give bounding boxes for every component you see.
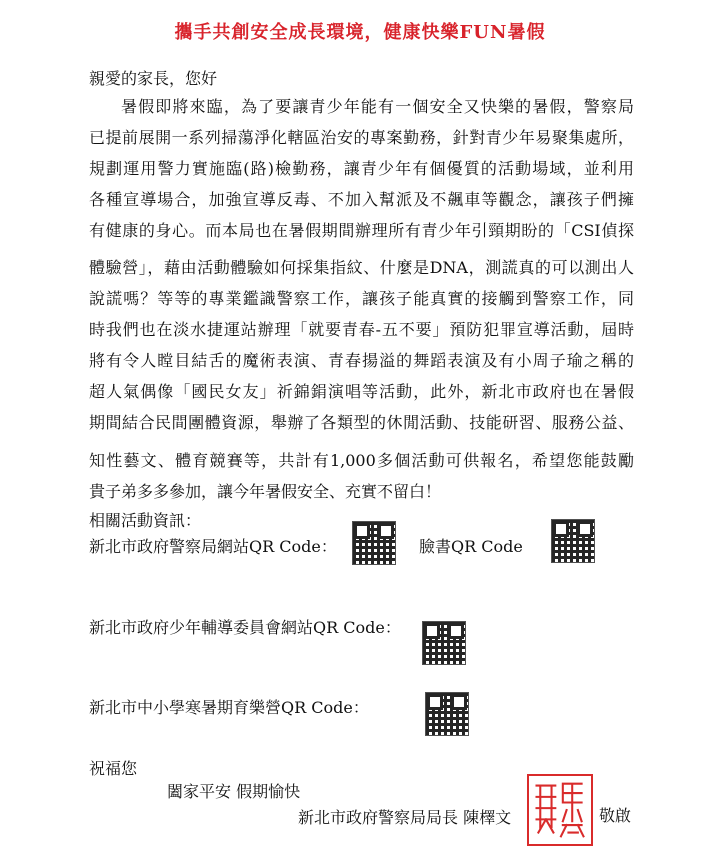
- page-title: 攜手共創安全成長環境，健康快樂FUN暑假: [174, 22, 546, 43]
- signature: 新北市政府警察局局長 陳檡文: [298, 808, 512, 827]
- facebook-qr-code[interactable]: [551, 519, 595, 563]
- official-seal-icon: [527, 774, 593, 846]
- body-line: 時我們也在淡水捷運站辦理「就要青春-五不要」預防犯罪宣導活動，屆時: [89, 320, 634, 339]
- summer-camp-qr-code[interactable]: [425, 692, 469, 736]
- youth-committee-qr-label: 新北市政府少年輔導委員會網站QR Code：: [89, 618, 401, 637]
- body-line: 期間結合民間團體資源，舉辦了各類型的休閒活動、技能研習、服務公益、: [89, 413, 634, 432]
- body-line: 規劃運用警力實施臨(路)檢勤務，讓青少年有個優質的活動場域，並利用: [89, 159, 634, 178]
- respectfully: 敬啟: [599, 806, 632, 825]
- body-line: 貴子弟多多參加，讓今年暑假安全、充實不留白！: [89, 482, 442, 501]
- body-line: 有健康的身心。而本局也在暑假期間辦理所有青少年引頸期盼的「CSI偵探: [89, 221, 634, 240]
- greeting: 親愛的家長，您好: [89, 69, 218, 88]
- closing-phrase: 闔家平安 假期愉快: [167, 782, 301, 801]
- body-line: 知性藝文、體育競賽等，共計有1,000多個活動可供報名，希望您能鼓勵: [89, 451, 634, 470]
- info-heading: 相關活動資訊：: [89, 511, 202, 530]
- body-line: 超人氣偶像「國民女友」祈錦鋗演唱等活動，此外，新北市政府也在暑假: [89, 382, 634, 401]
- body-line: 將有令人瞠目結舌的魔術表演、青春揚溢的舞蹈表演及有小周子瑜之稱的: [89, 351, 634, 370]
- youth-committee-qr-code[interactable]: [422, 621, 466, 665]
- body-line: 體驗營」，藉由活動體驗如何採集指紋、什麼是DNA，測謊真的可以測出人: [89, 258, 634, 277]
- body-line: 暑假即將來臨，為了要讓青少年能有一個安全又快樂的暑假，警察局: [121, 97, 634, 116]
- body-line: 說謊嗎？等等的專業鑑識警察工作，讓孩子能真實的接觸到警察工作，同: [89, 289, 634, 308]
- summer-camp-qr-label: 新北市中小學寒暑期育樂營QR Code：: [89, 698, 369, 717]
- facebook-qr-label: 臉書QR Code: [419, 537, 523, 556]
- closing-wish: 祝福您: [89, 759, 138, 778]
- police-website-qr-label: 新北市政府警察局網站QR Code：: [89, 537, 337, 556]
- body-line: 已提前展開一系列掃蕩淨化轄區治安的專案勤務，針對青少年易聚集處所，: [89, 128, 634, 147]
- police-website-qr-code[interactable]: [352, 521, 396, 565]
- body-line: 各種宣導場合，加強宣導反毒、不加入幫派及不飆車等觀念，讓孩子們擁: [89, 190, 634, 209]
